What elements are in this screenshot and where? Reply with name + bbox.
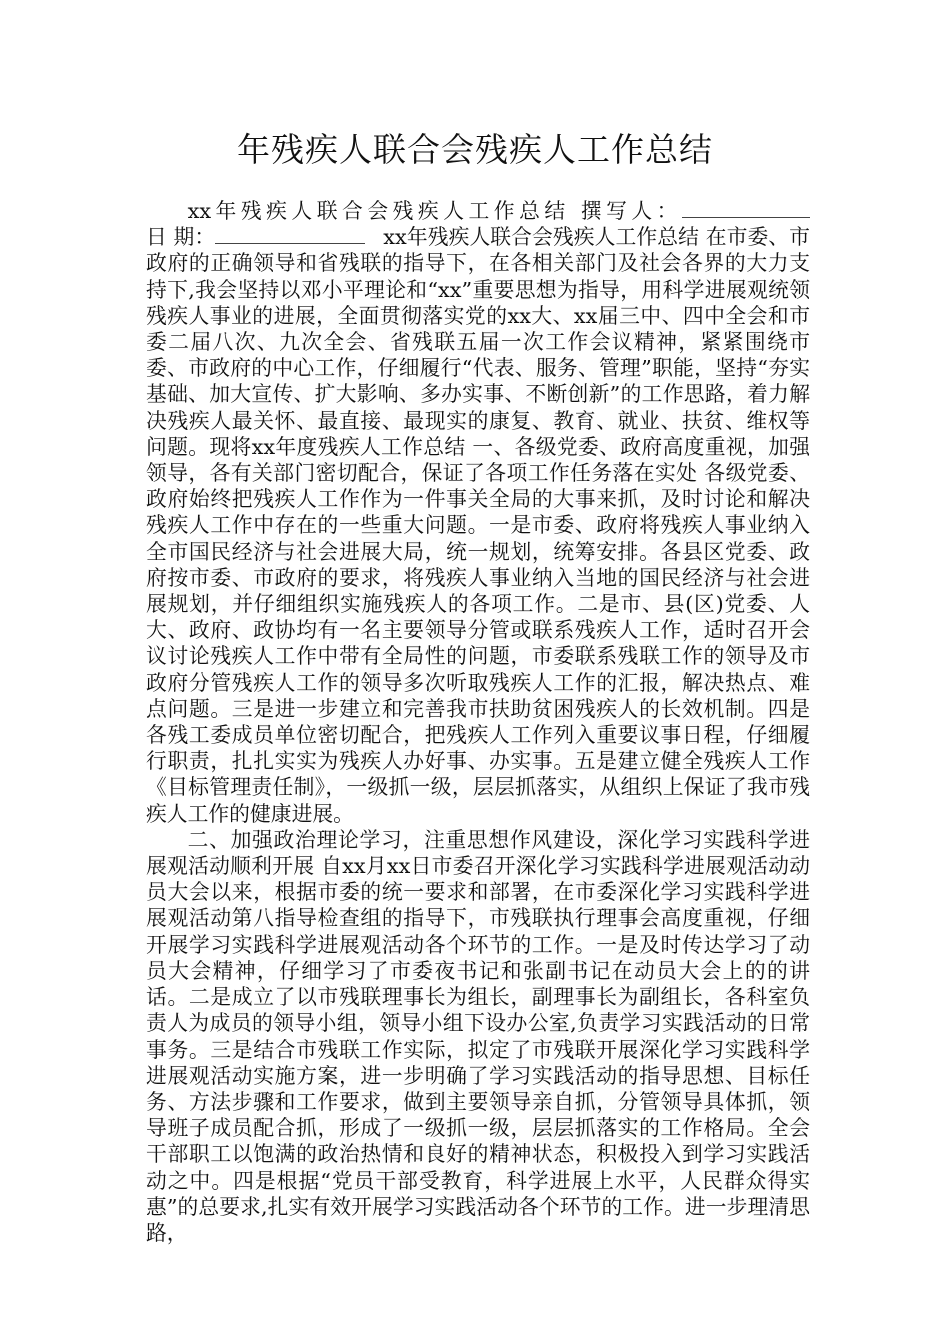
document-title: 年残疾人联合会残疾人工作总结	[237, 130, 713, 169]
paragraph-1	[146, 224, 810, 827]
paragraph-1-text: xx年残疾人联合会残疾人工作总结 在市委、市政府的正确领导和省残联的指导下，在各相关部门及社会各界的大力支持下,我会坚持以邓小平理论和“xx”重要思想为指导，用科学进展观统领残疾人事业的进展，全面贯彻落实党的xx大、xx届三中、四中全会和市委二届八次、九次全会、省残联五届一次工作会议精神，紧紧围绕市委、市政府的中心工作，仔细履行“代表、服务、管理”职能，坚持“夯实基础、加大宣传、扩大影响、多办实事、不断创新”的工作思路，着力解决残疾人最关怀、最直接、最现实的康复、教育、就业、扶贫、维权等问题。现将xx年度残疾人工作总结 一、各级党委、政府高度重视，加强领导，各有关部门密切配合，保证了各项工作任务落在实处 各级党委、政府始终把残疾人工作作为一件事关全局的大事来抓，及时讨论和解决残疾人工作中存在的一些重大问题。一是市委、政府将残疾人事业纳入全市国民经济与社会进展大局，统一规划，统筹安排。各县区党委、政府按市委、市政府的要求，将残疾人事业纳入当地的国民经济与社会进展规划，并仔细组织实施残疾人的各项工作。二是市、县(区)党委、人大、政府、政协均有一名主要领导分管或联系残疾人工作，适时召开会议讨论残疾人工作中带有全局性的问题，市委联系残联工作的领导及市政府分管残疾人工作的领导多次听取残疾人工作的汇报，解决热点、难点问题。三是进一步建立和完善我市扶助贫困残疾人的长效机制。四是各残工委成员单位密切配合，把残疾人工作列入重要议事日程，仔细履行职责，扎扎实实为残疾人办好事、办实事。五是建立健全残疾人工作《目标管理责任制》，一级抓一级，层层抓落实，从组织上保证了我市残疾人工作的健康进展。	[146, 225, 810, 826]
author-label: 撰写人：	[580, 199, 682, 223]
paragraph-2: 二、加强政治理论学习，注重思想作风建设，深化学习实践科学进展观活动顺利开展 自xx月xx日市委召开深化学习实践科学进展观活动动员大会以来，根据市委的统一要求和部署，在市委深化学习实践科学进展观活动第八指导检查组的指导下，市残联执行理事会高度重视，仔细开展学习实践科学进展观活动各个环节的工作。一是及时传达学习了动员大会精神，仔细学习了市委夜书记和张副书记在动员大会上的的讲话。二是成立了以市残联理事长为组长，副理事长为副组长，各科室负责人为成员的领导小组，领导小组下设办公室,负责学习实践活动的日常事务。三是结合市残联工作实际，拟定了市残联开展深化学习实践科学进展观活动实施方案，进一步明确了学习实践活动的指导思想、目标任务、方法步骤和工作要求，做到主要领导亲自抓，分管领导具体抓，领导班子成员配合抓，形成了一级抓一级，层层抓落实的工作格局。全会干部职工以饱满的政治热情和良好的精神状态，积极投入到学习实践活动之中。四是根据“党员干部受教育，科学进展上水平，人民群众得实惠”的总要求,扎实有效开展学习实践活动各个环节的工作。进一步理清思路，	[146, 827, 810, 1245]
date-blank	[215, 225, 365, 244]
header-heading: xx年残疾人联合会残疾人工作总结	[187, 199, 570, 223]
document-body	[146, 198, 810, 1246]
date-label: 日 期：	[146, 225, 216, 250]
header-line	[146, 198, 810, 224]
author-blank	[682, 199, 810, 218]
